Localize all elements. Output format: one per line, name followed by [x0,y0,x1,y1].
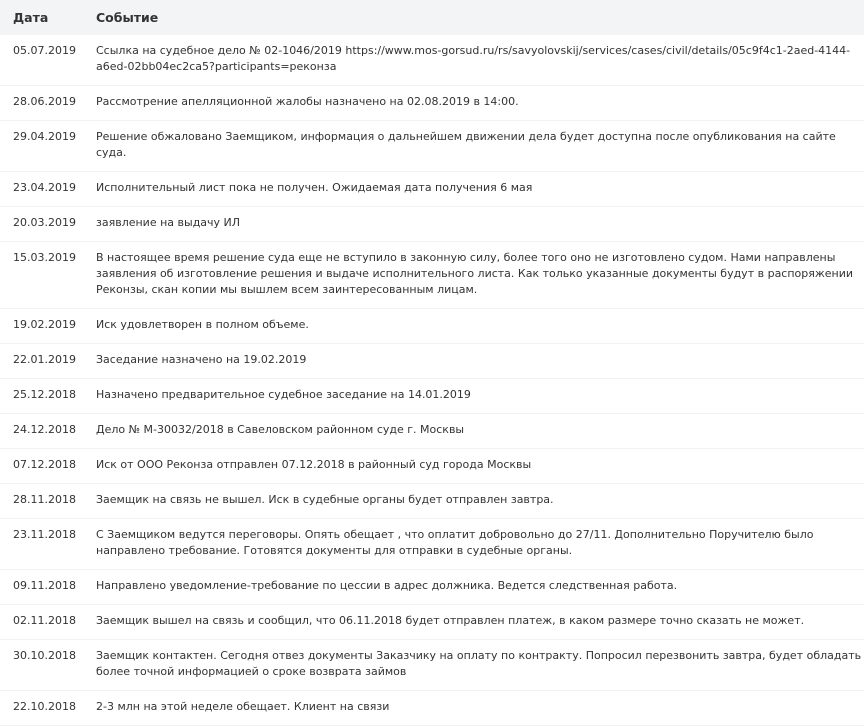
column-header-date: Дата [0,0,96,35]
event-date: 07.12.2018 [0,449,96,484]
event-date: 05.07.2019 [0,35,96,86]
event-text: Иск от ООО Реконза отправлен 07.12.2018 в районный суд города Москвы [96,449,864,484]
table-row [0,379,864,414]
event-text: Исполнительный лист пока не получен. Ожидаемая дата получения 6 мая [96,172,864,207]
table-header [0,0,864,35]
table-row [0,570,864,605]
event-date: 24.12.2018 [0,414,96,449]
table-row [0,121,864,172]
event-text: Ссылка на судебное дело № 02-1046/2019 https://www.mos-gorsud.ru/rs/savyolovskij/services/cases/civil/details/05c9f4c1-2aed-4144-a6ed-02bb04ec2ca5?participants=реконза [96,35,864,86]
table-row [0,640,864,691]
event-text: Заемщик вышел на связь и сообщил, что 06.11.2018 будет отправлен платеж, в каком размере точно сказать не может. [96,605,864,640]
event-date: 29.04.2019 [0,121,96,172]
event-text: Заседание назначено на 19.02.2019 [96,344,864,379]
table-row [0,86,864,121]
event-date: 30.10.2018 [0,640,96,691]
table-row [0,309,864,344]
event-date: 19.02.2019 [0,309,96,344]
event-date: 23.04.2019 [0,172,96,207]
event-date: 22.01.2019 [0,344,96,379]
event-text: Заемщик на связь не вышел. Иск в судебные органы будет отправлен завтра. [96,484,864,519]
event-date: 28.06.2019 [0,86,96,121]
table-body [0,35,864,726]
event-text: Рассмотрение апелляционной жалобы назначено на 02.08.2019 в 14:00. [96,86,864,121]
event-text: заявление на выдачу ИЛ [96,207,864,242]
table-row [0,484,864,519]
event-text: В настоящее время решение суда еще не вступило в законную силу, более того оно не изготовлено судом. Нами направлены заявления об изготовление решения и выдаче исполнительного листа. Как только указанные документы будут в распоряжении Реконзы, скан копии мы вышлем всем заинтересованным лицам. [96,242,864,309]
event-date: 09.11.2018 [0,570,96,605]
event-date: 28.11.2018 [0,484,96,519]
event-date: 23.11.2018 [0,519,96,570]
event-text: Дело № М-30032/2018 в Савеловском районном суде г. Москвы [96,414,864,449]
event-date: 20.03.2019 [0,207,96,242]
table-row [0,414,864,449]
event-text: Назначено предварительное судебное заседание на 14.01.2019 [96,379,864,414]
event-text: С Заемщиком ведутся переговоры. Опять обещает , что оплатит добровольно до 27/11. Дополнительно Поручителю было направлено требование. Готовятся документы для отправки в судебные органы. [96,519,864,570]
table-row [0,519,864,570]
table-row [0,35,864,86]
table-row [0,242,864,309]
event-text: Направлено уведомление-требование по цессии в адрес должника. Ведется следственная работа. [96,570,864,605]
table-row [0,344,864,379]
event-date: 22.10.2018 [0,691,96,726]
event-date: 02.11.2018 [0,605,96,640]
event-date: 25.12.2018 [0,379,96,414]
event-text: 2-3 млн на этой неделе обещает. Клиент на связи [96,691,864,726]
table-row [0,172,864,207]
event-date: 15.03.2019 [0,242,96,309]
table-row [0,691,864,726]
table-row [0,605,864,640]
table-row [0,207,864,242]
event-text: Иск удовлетворен в полном объеме. [96,309,864,344]
table-row [0,449,864,484]
event-text: Заемщик контактен. Сегодня отвез документы Заказчику на оплату по контракту. Попросил перезвонить завтра, будет обладать более точной информацией о сроке возврата займов [96,640,864,691]
column-header-event: Событие [96,0,864,35]
event-text: Решение обжаловано Заемщиком, информация о дальнейшем движении дела будет доступна после опубликования на сайте суда. [96,121,864,172]
header-row [0,0,864,35]
